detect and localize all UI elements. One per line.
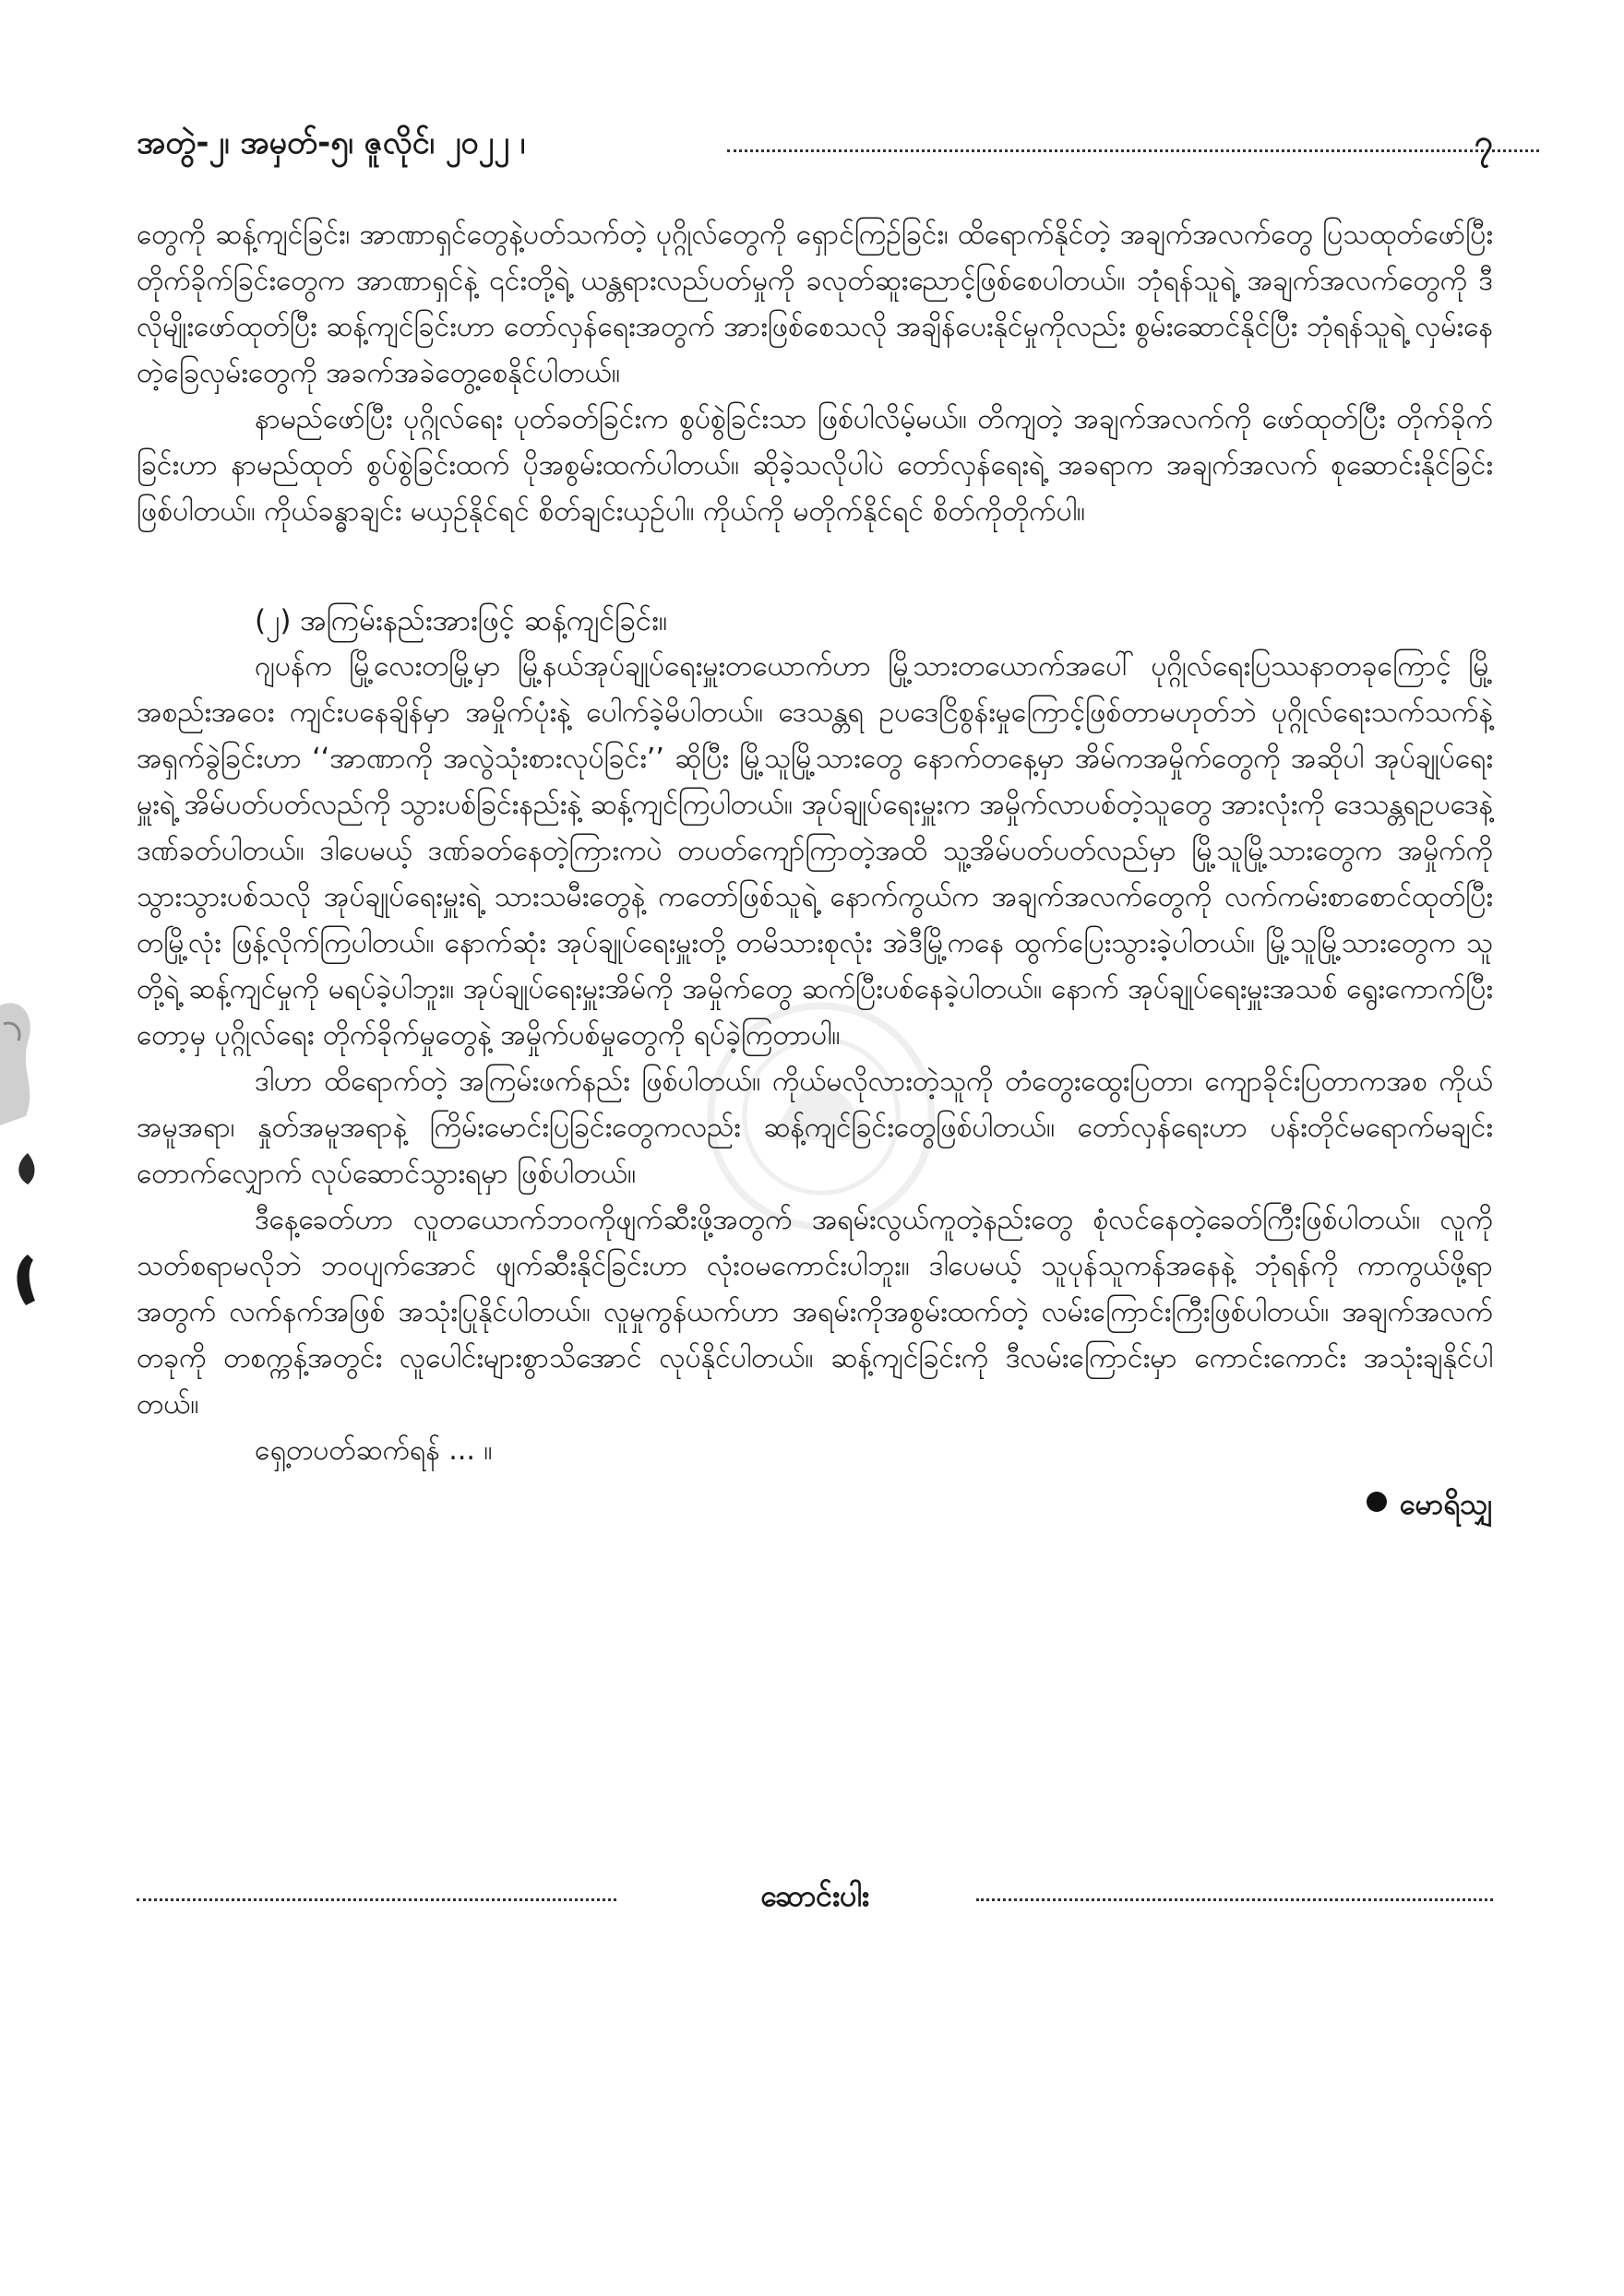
section-paragraph-3: ဒီနေ့ခေတ်ဟာ လူတယောက်ဘဝကိုဖျက်ဆီးဖို့အတွက် အရမ်းလွယ်ကူတဲ့နည်းတွေ စုံလင်နေတဲ့ခေတ်ကြီးဖြစ်ပါတယ်။ လူကို သတ်စရာမလိုဘဲ ဘဝပျက်အောင် ဖျက်ဆီးနိုင်ခြင်းဟာ လုံးဝမကောင်းပါဘူး။ ဒါပေမယ့် သူပုန်သူကန်အနေနဲ့ ဘုံရန်ကို ကာကွယ်ဖို့ရာအတွက် လက်နက်အဖြစ် အသုံးပြုနိုင်ပါတယ်။ လူမှုကွန်ယက်ဟာ အရမ်းကိုအစွမ်းထက်တဲ့ လမ်းကြောင်းကြီးဖြစ်ပါတယ်။ အချက်အလက်တခုကို တစက္ကန့်အတွင်း လူပေါင်းများစွာသိအောင် လုပ်နိုင်ပါတယ်။ ဆန့်ကျင်ခြင်းကို ဒီလမ်းကြောင်းမှာ ကောင်းကောင်း အသုံးချနိုင်ပါတယ်။ (137, 1204, 1493, 1421)
section-label: ဆောင်းပါး (760, 1878, 869, 1913)
bullet-icon (1367, 1492, 1387, 1512)
footer-dotted-leader-right (976, 1898, 1493, 1901)
page-number: ၇ (1474, 124, 1493, 161)
header-dotted-leader (727, 149, 1539, 152)
issue-info: အတွဲ-၂၊ အမှတ်-၅၊ ဇူလိုင်၊ ၂၀၂၂ ၊ (137, 125, 526, 161)
paragraph-1: တွေကို ဆန့်ကျင်ခြင်း၊ အာဏာရှင်တွေနဲ့ပတ်သက်တဲ့ ပုဂ္ဂိုလ်တွေကို ရှောင်ကြဉ်ခြင်း၊ ထိရောက်နိုင်တဲ့ အချက်အလက်တွေ ပြသထုတ်ဖော်ပြီး တိုက်ခိုက်ခြင်းတွေက အာဏာရှင်နဲ့ ၎င်းတို့ရဲ့ ယန္တရားလည်ပတ်မှုကို ခလုတ်ဆူးညောင့်ဖြစ်စေပါတယ်။ ဘုံရန်သူရဲ့ အချက်အလက်တွေကို ဒီလိုမျိုးဖော်ထုတ်ပြီး ဆန့်ကျင်ခြင်းဟာ တော်လှန်ရေးအတွက် အားဖြစ်စေသလို အချိန်ပေးနိုင်မှုကိုလည်း စွမ်းဆောင်နိုင်ပြီး ဘုံရန်သူရဲ့ လှမ်းနေတဲ့ခြေလှမ်းတွေကို အခက်အခဲတွေ့စေနိုင်ပါတယ်။ (137, 219, 1493, 389)
running-footer (137, 1873, 1493, 1919)
paragraph-2: နာမည်ဖော်ပြီး ပုဂ္ဂိုလ်ရေး ပုတ်ခတ်ခြင်းက စွပ်စွဲခြင်းသာ ဖြစ်ပါလိမ့်မယ်။ တိကျတဲ့ အချက်အလက်ကို ဖော်ထုတ်ပြီး တိုက်ခိုက်ခြင်းဟာ နာမည်ထုတ် စွပ်စွဲခြင်းထက် ပိုအစွမ်းထက်ပါတယ်။ ဆိုခဲ့သလိုပါပဲ တော်လှန်ရေးရဲ့ အခရာက အချက်အလက် စုဆောင်းနိုင်ခြင်း ဖြစ်ပါတယ်။ ကိုယ်ခန္ဓာချင်း မယှဉ်နိုင်ရင် စိတ်ချင်းယှဉ်ပါ။ ကိုယ်ကို မတိုက်နိုင်ရင် စိတ်ကိုတိုက်ပါ။ (137, 403, 1493, 528)
section-paragraph-1: ဂျပန်က မြို့လေးတမြို့မှာ မြို့နယ်အုပ်ချုပ်ရေးမှူးတယောက်ဟာ မြို့သားတယောက်အပေါ် ပုဂ္ဂိုလ်ရေးပြဿနာတခုကြောင့် မြို့အစည်းအဝေး ကျင်းပနေချိန်မှာ အမှိုက်ပုံးနဲ့ ပေါက်ခဲ့မိပါတယ်။ ဒေသန္တရ ဥပဒေငြိစွန်းမှုကြောင့်ဖြစ်တာမဟုတ်ဘဲ ပုဂ္ဂိုလ်ရေးသက်သက်နဲ့ အရှက်ခွဲခြင်းဟာ ‘‘အာဏာကို အလွဲသုံးစားလုပ်ခြင်း’’ ဆိုပြီး မြို့သူမြို့သားတွေ နောက်တနေ့မှာ အိမ်ကအမှိုက်တွေကို အဆိုပါ အုပ်ချုပ်ရေးမှူးရဲ့ အိမ်ပတ်ပတ်လည်ကို သွားပစ်ခြင်းနည်းနဲ့ ဆန့်ကျင်ကြပါတယ်။ အုပ်ချုပ်ရေးမှူးက အမှိုက်လာပစ်တဲ့သူတွေ အားလုံးကို ဒေသန္တရဥပဒေနဲ့ ဒဏ်ခတ်ပါတယ်။ ဒါပေမယ့် ဒဏ်ခတ်နေတဲ့ကြားကပဲ တပတ်ကျော်ကြာတဲ့အထိ သူ့အိမ်ပတ်ပတ်လည်မှာ မြို့သူမြို့သားတွေက အမှိုက်ကို သွားသွားပစ်သလို အုပ်ချုပ်ရေးမှူးရဲ့ သားသမီးတွေနဲ့ ကတော်ဖြစ်သူရဲ့ နောက်ကွယ်က အချက်အလက်တွေကို လက်ကမ်းစာစောင်ထုတ်ပြီး တမြို့လုံး ဖြန့်လိုက်ကြပါတယ်။ နောက်ဆုံး အုပ်ချုပ်ရေးမှူးတို့ တမိသားစုလုံး အဲဒီမြို့ကနေ ထွက်ပြေးသွားခဲ့ပါတယ်။ မြို့သူမြို့သားတွေက သူတို့ရဲ့ ဆန့်ကျင်မှုကို မရပ်ခဲ့ပါဘူး။ အုပ်ချုပ်ရေးမှူးအိမ်ကို အမှိုက်တွေ ဆက်ပြီးပစ်နေခဲ့ပါတယ်။ နောက် အုပ်ချုပ်ရေးမှူးအသစ် ရွေးကောက်ပြီးတော့မှ ပုဂ္ဂိုလ်ရေး တိုက်ခိုက်မှုတွေနဲ့ အမှိုက်ပစ်မှုတွေကို ရပ်ခဲ့ကြတာပါ။ (137, 650, 1493, 1052)
to-be-continued: ရှေ့တပတ်ဆက်ရန် ... ။ (255, 1434, 493, 1467)
side-decoration-icon (0, 987, 42, 1338)
section-gap (137, 535, 1493, 598)
section-paragraph-2: ဒါဟာ ထိရောက်တဲ့ အကြမ်းဖက်နည်း ဖြစ်ပါတယ်။ ကိုယ်မလိုလားတဲ့သူကို တံတွေးထွေးပြတာ၊ ကျောခိုင်းပြတာကအစ ကိုယ်အမူအရာ၊ နှုတ်အမူအရာနဲ့ ကြိမ်းမောင်းပြခြင်းတွေကလည်း ဆန့်ကျင်ခြင်းတွေဖြစ်ပါတယ်။ တော်လှန်ရေးဟာ ပန်းတိုင်မရောက်မချင်း တောက်လျှောက် လုပ်ဆောင်သွားရမှာ ဖြစ်ပါတယ်။ (137, 1065, 1493, 1190)
running-header (137, 120, 1493, 175)
author-name: မောရိသျှ (1399, 1488, 1493, 1521)
article-body (137, 212, 1493, 1528)
section-heading: (၂) အကြမ်းနည်းအားဖြင့် ဆန့်ကျင်ခြင်း။ (255, 604, 668, 637)
author-byline (137, 1481, 1493, 1528)
